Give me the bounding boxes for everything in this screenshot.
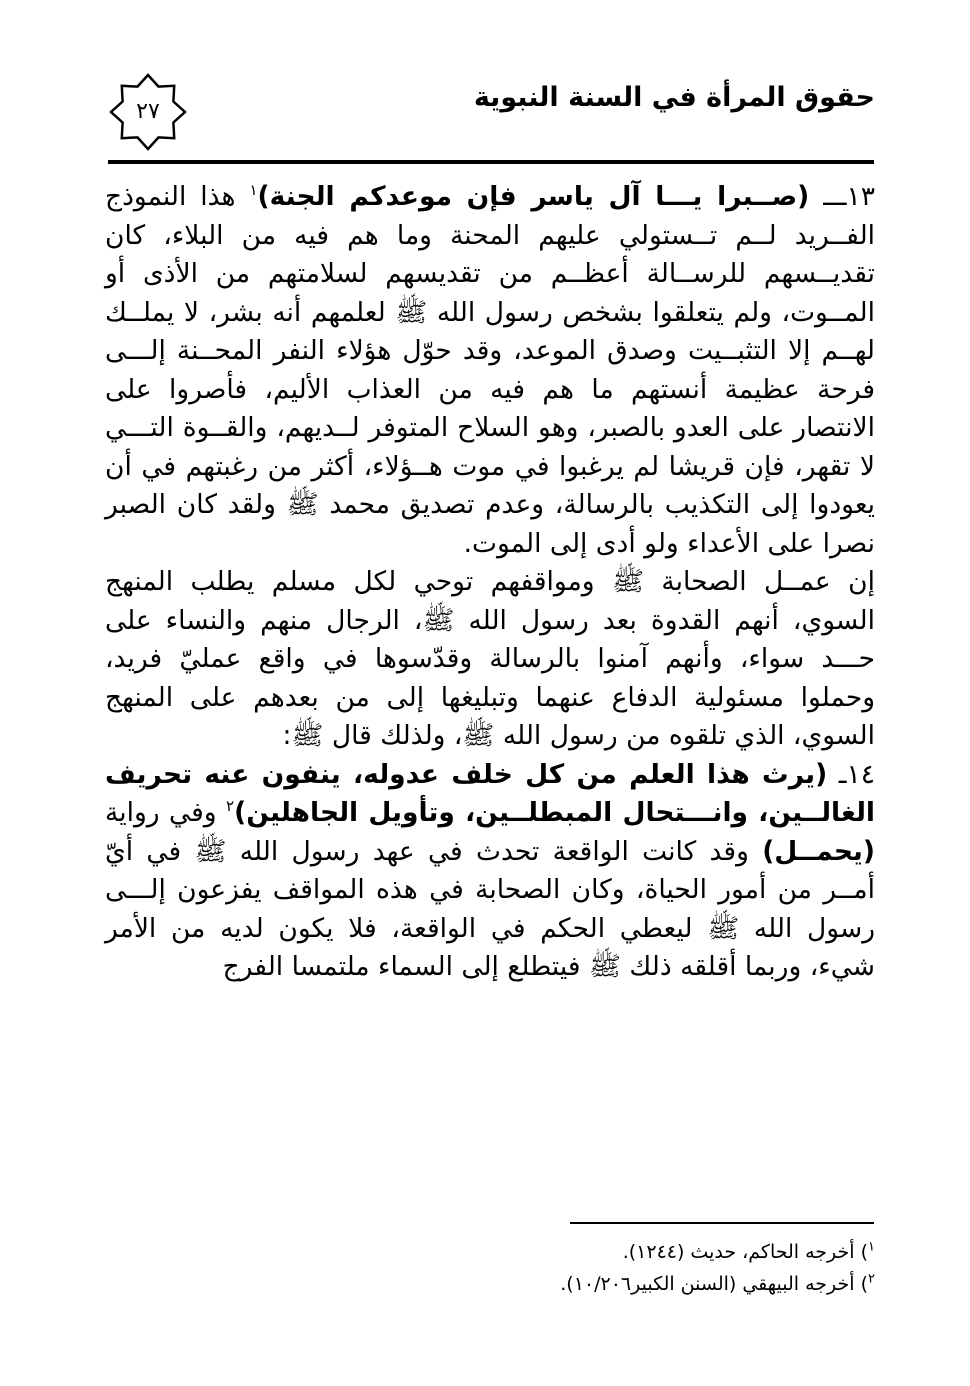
paragraph-text: وفي رواية [105,797,217,828]
footnote-divider [570,1222,874,1224]
hadith-quote: (صــبرا يـــا آل ياسر فإن موعدكم الجنة) [257,181,810,212]
footnote-mark: ٢ [868,1271,875,1287]
hadith-quote: (يرث هذا العلم من كل خلف عدوله، ينفون عنه تحريف الغالــين، وانـــتحال المبطلــين، وتأويل الجاهلين) [105,758,875,828]
page-number: ٢٧ [136,99,160,124]
running-title: حقوق المرأة في السنة النبوية [473,82,875,113]
footnote-1 [105,1236,875,1268]
paragraph-text: هذا النموذج الفــريد لــم تــستولي عليهم المحنة وما هم فيه من البلاء، كان تقديــسهم للرســالة أعظــم من تقديسهم لسلامتهم من الأذى أو المــوت، ولم يتعلقوا بشخص رسول الله ﷺ لعلمهم أنه بشر، لا يملــك لهــم إلا التثبــيت وصدق الموعد، وقد حوّل هؤلاء النفر المحــنة إلـــى فرحة عظيمة أنستهم ما هم فيه من العذاب الأليم، فأصروا على الانتصار على العدو بالصبر، وهو السلاح المتوفر لــديهم، والقــوة التـــي لا تقهر، فإن قريشا لم يرغبوا في موت هــؤلاء، أكثر من رغبتهم في أن يعودوا إلى التكذيب بالرسالة، وعدم تصديق محمد ﷺ ولقد كان الصبر نصرا على الأعداء ولو أدى إلى الموت. [105,181,875,559]
header-divider [108,160,874,164]
footnote-reference[interactable]: ١ [249,181,258,200]
hadith-number: ١٤ـ [838,758,875,790]
paragraph-companions [105,563,875,756]
footnote-2 [105,1268,875,1300]
footnote-text: ) أخرجه البيهقي (السنن الكبير١٠/٢٠٦). [560,1273,869,1295]
paragraph-text: إن عمــل الصحابة ﷺ ومواقفهم توحي لكل مسلم يطلب المنهج السوي، أنهم القدوة بعد رسول الله ﷺ، الرجال منهم والنساء على حـــد سواء، وأنهم آمنوا بالرسالة وقدّسوها في واقع عمليّ فريد، وحملوا مسئولية الدفاع عنهما وتبليغها إلى من بعدهم على المنهج السوي، الذي تلقوه من رسول الله ﷺ، ولذلك قال ﷺ: [105,566,875,751]
footnotes [105,1236,875,1300]
paragraph-13 [105,178,875,563]
body-text [105,178,875,987]
paragraph-14 [105,756,875,987]
footnote-mark: ١ [868,1239,875,1255]
page-number-badge [108,72,188,152]
variant-word: (يحمــل) [762,835,875,867]
paragraph-text: وقد كانت الواقعة تحدث في عهد رسول الله ﷺ في أيّ أمــر من أمور الحياة، وكان الصحابة في هذه المواقف يفزعون إلـــى رسول الله ﷺ ليعطي الحكم في الواقعة، فلا يكون لديه من الأمر شيء، وربما أقلقه ذلك ﷺ فيتطلع إلى السماء ملتمسا الفرج [105,835,875,982]
footnote-text: ) أخرجه الحاكم، حديث (١٢٤٤). [622,1241,869,1263]
hadith-number: ١٣ـــ [823,181,875,212]
footnote-reference[interactable]: ٢ [226,797,235,816]
